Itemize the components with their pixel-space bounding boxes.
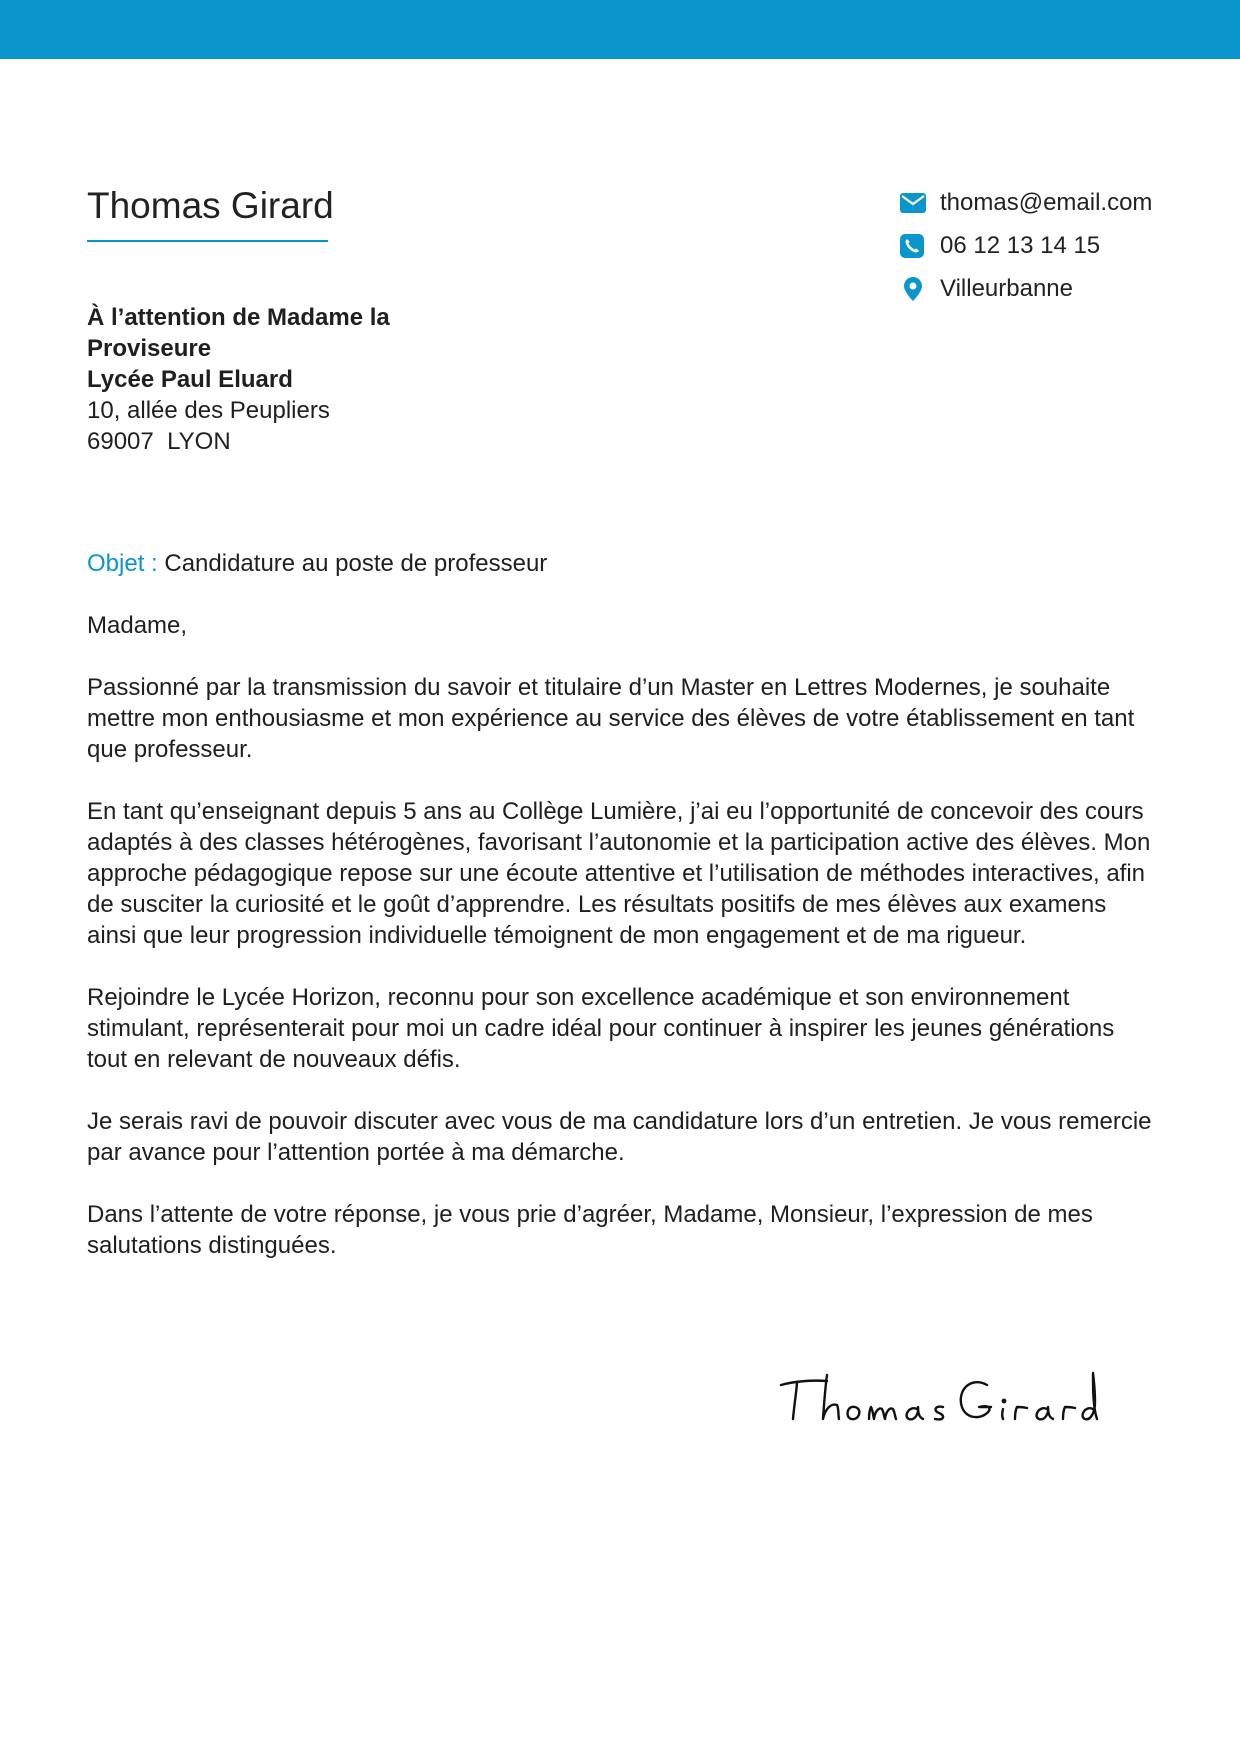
contact-phone: [900, 225, 1220, 266]
paragraph: En tant qu’enseignant depuis 5 ans au Collège Lumière, j’ai eu l’opportunité de concevoir des cours adaptés à des classes hétérogènes, favorisant l’autonomie et la participation active des élèves. Mon approche pédagogique repose sur une écoute attentive et l’utilisation de méthodes interactives, afin de susciter la curiosité et le goût d’apprendre. Les résultats positifs de mes élèves aux examens ainsi que leur progression individuelle témoignent de mon engagement et de ma rigueur.: [87, 798, 1151, 949]
envelope-icon: [900, 188, 930, 218]
paragraph: Passionné par la transmission du savoir et titulaire d’un Master en Lettres Modernes, je souhaite mettre mon enthousiasme et mon expérience au service des élèves de votre établissement en tant que professeur.: [87, 674, 1135, 763]
contact-email: [900, 182, 1220, 223]
location-pin-icon: [900, 274, 930, 304]
handwritten-signature: [775, 1367, 1105, 1427]
letter-body: [87, 548, 1152, 1292]
paragraph: Rejoindre le Lycée Horizon, reconnu pour son excellence académique et son environnement stimulant, représenterait pour moi un cadre idéal pour continuer à inspirer les jeunes générations tout en relevant de nouveaux défis.: [87, 984, 1115, 1073]
subject-line: [87, 548, 1152, 579]
recipient-city: 69007 LYON: [87, 428, 231, 455]
top-accent-bar: [0, 0, 1240, 59]
email-text[interactable]: thomas@email.com: [940, 188, 1153, 216]
paragraph: Je serais ravi de pouvoir discuter avec vous de ma candidature lors d’un entretien. Je vous remercie par avance pour l’attention portée à ma démarche.: [87, 1108, 1152, 1166]
sender-name: Thomas Girard: [87, 185, 334, 226]
recipient-attention: À l’attention de Madame la Proviseure: [87, 304, 390, 362]
contact-location: [900, 268, 1220, 309]
subject-label: Objet :: [87, 550, 158, 577]
recipient-street: 10, allée des Peupliers: [87, 397, 330, 424]
contact-block: [900, 182, 1220, 311]
subject-text: Candidature au poste de professeur: [164, 550, 548, 577]
paragraph: Dans l’attente de votre réponse, je vous prie d’agréer, Madame, Monsieur, l’expression de mes salutations distinguées.: [87, 1201, 1093, 1259]
phone-icon: [900, 231, 930, 261]
location-text: Villeurbanne: [940, 274, 1073, 302]
phone-text[interactable]: 06 12 13 14 15: [940, 231, 1101, 259]
recipient-address: [87, 302, 427, 457]
name-underline: [87, 240, 328, 242]
recipient-school: Lycée Paul Eluard: [87, 366, 293, 393]
salutation: Madame,: [87, 612, 188, 639]
